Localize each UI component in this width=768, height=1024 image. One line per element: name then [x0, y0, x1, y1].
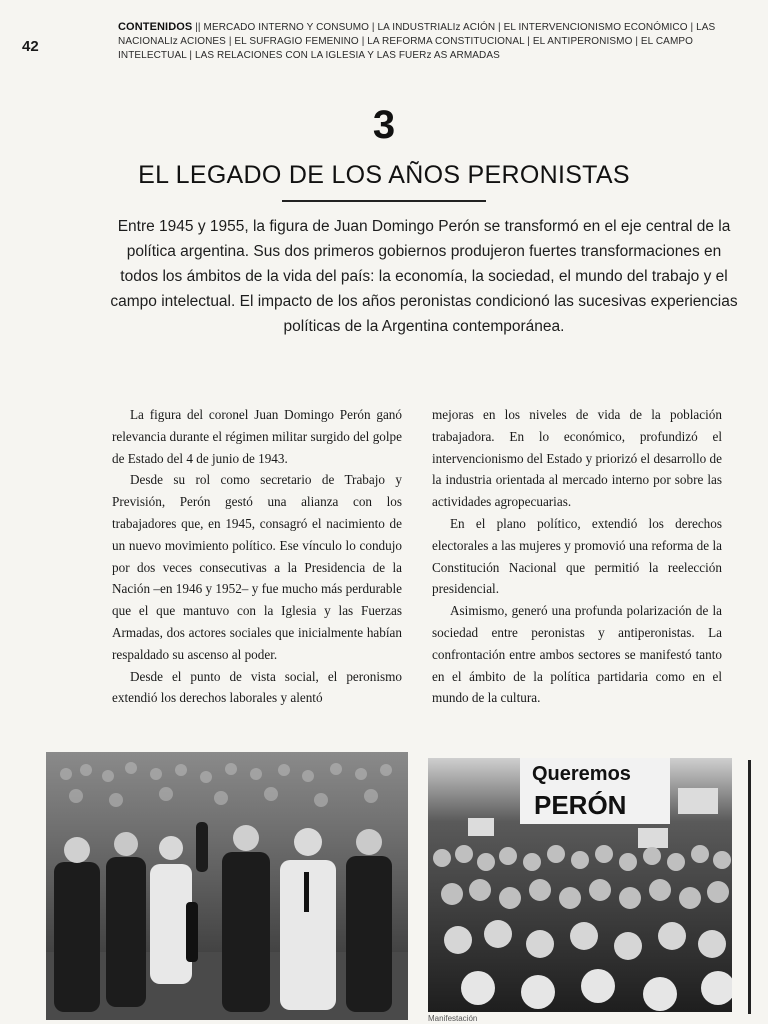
- body-paragraph: Desde su rol como secretario de Trabajo y Previsión, Perón gestó una alianza con los trabajadores que, en 1945, consagró el nacimiento de un nuevo movimiento político. Ese vínculo lo condujo por dos veces consecutivas a la Presidencia de la Nación –en 1946 y 1952– y fue mucho más perdurable que el que mantuvo con la Iglesia y las Fuerzas Armadas, dos actores sociales que inicialmente habían respaldado su ascenso al poder.: [112, 472, 402, 662]
- photo-caption: Manifestación: [428, 1014, 478, 1023]
- contents-topics: MERCADO INTERNO Y CONSUMO | LA INDUSTRIALIz ACIÓN | EL INTERVENCIONISMO ECONÓMICO | LAS NACIONALIz ACIONES | EL SUFRAGIO FEMENINO | LA REFORMA CONSTITUCIONAL | EL ANTIPERONISMO | EL CAMPO INTELECTUAL | LAS RELACIONES CON LA IGLESIA Y LAS FUERz AS ARMADAS: [118, 22, 716, 61]
- chapter-number: 3: [372, 103, 396, 147]
- chapter-intro: Entre 1945 y 1955, la figura de Juan Domingo Perón se transformó en el eje central de la política argentina. Sus dos primeros gobiernos produjeron fuertes transformaciones en todos los ámbitos de la vida del país: la economía, la sociedad, el mundo del trabajo y el campo intelectual. El impacto de los años peronistas condicionó las sucesivas experiencias políticas de la Argentina contemporánea.: [110, 218, 738, 335]
- sign-line-2: PERÓN: [534, 790, 627, 820]
- contents-label: CONTENIDOS: [118, 21, 193, 33]
- body-paragraph: Asimismo, generó una profunda polarización de la sociedad entre peronistas y antiperonistas. La confrontación entre ambos sectores se manifestó tanto en el ámbito de la política partidaria como en el mundo de la cultura.: [432, 603, 722, 706]
- body-column-left: [112, 404, 402, 709]
- title-rule: [282, 200, 486, 202]
- contents-separator: ||: [195, 22, 201, 33]
- chapter-title: EL LEGADO DE LOS AÑOS PERONISTAS: [138, 161, 630, 189]
- body-paragraph: Desde el punto de vista social, el peronismo extendió los derechos laborales y alentó: [112, 668, 402, 706]
- body-column-right: [432, 404, 722, 709]
- page-edge-mark: [748, 760, 751, 1014]
- body-paragraph-continued: mejoras en los niveles de vida de la población trabajadora. En lo económico, profundizó el intervencionismo del Estado y priorizó el desarrollo de la industria orientada al mercado interno por sobre las actividades agropecuarias.: [432, 407, 722, 510]
- march-photo-image: [46, 752, 408, 1020]
- body-paragraph: En el plano político, extendió los derechos electorales a las mujeres y promovió una reforma de la Constitución Nacional que permitió la reelección presidencial.: [432, 515, 722, 597]
- march-photo: [46, 752, 408, 1020]
- sign-line-1: Queremos: [532, 763, 631, 785]
- crowd-photo-image: [428, 758, 732, 1012]
- crowd-photo: [428, 758, 732, 1012]
- body-paragraph: La figura del coronel Juan Domingo Perón ganó relevancia durante el régimen militar surgido del golpe de Estado del 4 de junio de 1943.: [112, 407, 402, 466]
- contents-header: [118, 20, 743, 63]
- page-number: 42: [22, 38, 39, 55]
